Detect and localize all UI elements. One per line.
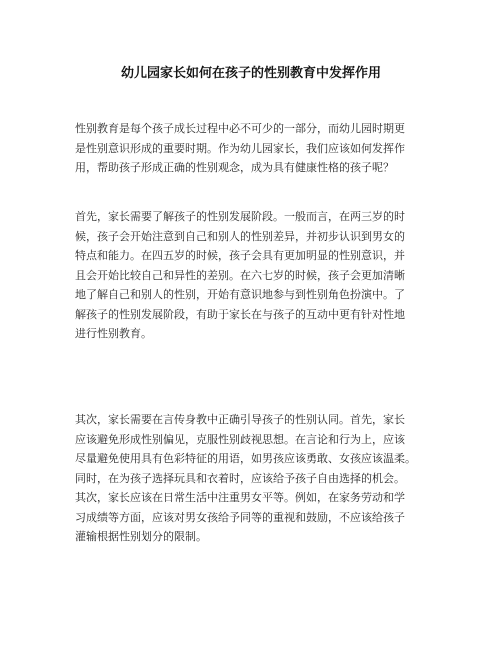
text-line: 尽量避免使用具有色彩特征的用语，如男孩应该勇敢、女孩应该温柔。 <box>75 452 416 465</box>
text-line: 候，孩子会开始注意到自己和别人的性别差异，并初步认识到男女的 <box>75 229 405 243</box>
text-line: 进行性别教育。 <box>75 327 152 340</box>
text-line: 且会开始比较自己和异性的差别。在六七岁的时候，孩子会更加清晰 <box>75 268 405 282</box>
text-line: 其次，家长需要在言传身教中正确引导孩子的性别认同。首先，家长 <box>75 413 405 426</box>
text-line: 首先，家长需要了解孩子的性别发展阶段。一般而言，在两三岁的时 <box>75 210 405 223</box>
text-line: 特点和能力。在四五岁的时候，孩子会具有更加明显的性别意识，并 <box>75 249 405 262</box>
text-line: 地了解自己和别人的性别，开始有意识地参与到性别角色扮演中。了 <box>75 288 405 301</box>
text-line: 其次，家长应该在日常生活中注重男女平等。例如，在家务劳动和学 <box>75 491 405 504</box>
text-line: 用，帮助孩子形成正确的性别观念，成为具有健康性格的孩子呢？ <box>75 161 394 174</box>
text-line: 灌输根据性别划分的限制。 <box>75 530 207 543</box>
document-title: 幼儿园家长如何在孩子的性别教育中发挥作用 <box>120 66 381 81</box>
text-line: 性别教育是每个孩子成长过程中必不可少的一部分，而幼儿园时期更 <box>75 122 405 135</box>
text-line: 是性别意识形成的重要时期。作为幼儿园家长，我们应该如何发挥作 <box>75 141 405 155</box>
text-line: 应该避免形成性别偏见，克服性别歧视思想。在言论和行为上，应该 <box>75 432 405 446</box>
text-line: 同时，在为孩子选择玩具和衣着时，应该给予孩子自由选择的机会。 <box>75 471 405 485</box>
text-line: 解孩子的性别发展阶段，有助于家长在与孩子的互动中更有针对性地 <box>75 307 405 321</box>
text-line: 习成绩等方面，应该对男女孩给予同等的重视和鼓励，不应该给孩子 <box>75 510 405 524</box>
paragraph-2 <box>75 207 435 344</box>
paragraph-1 <box>75 119 435 178</box>
paragraph-3 <box>75 410 435 547</box>
